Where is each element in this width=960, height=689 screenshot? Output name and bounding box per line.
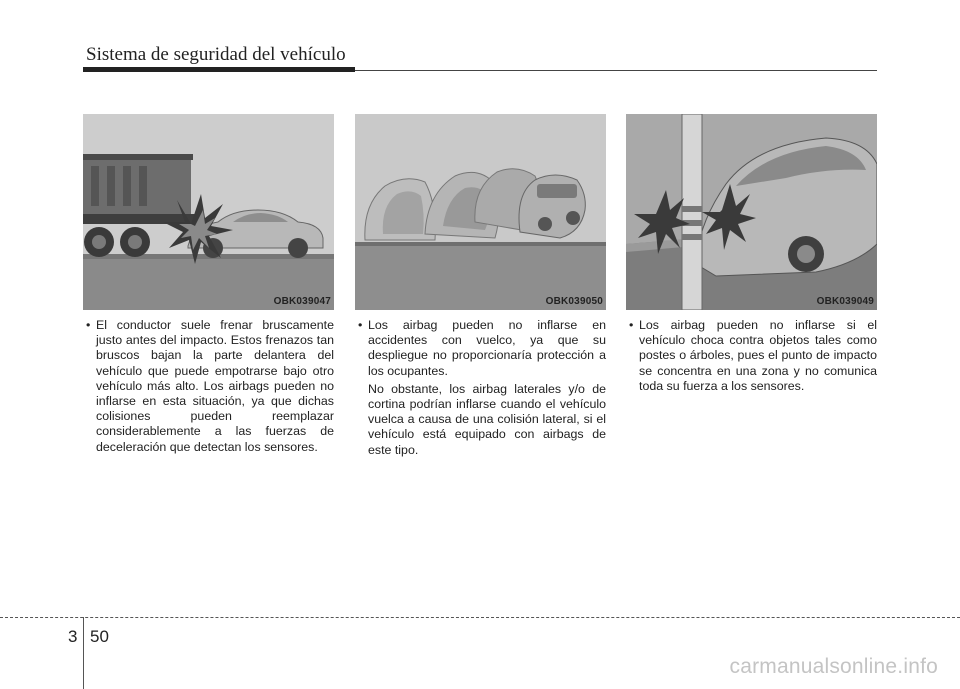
column-underride bbox=[83, 114, 334, 458]
figure-pole bbox=[626, 114, 877, 310]
text-block-underride bbox=[83, 318, 334, 455]
vehicle-rollover-illustration-icon bbox=[355, 114, 606, 310]
bullet-paragraph: • Los airbag pueden no inflarse en accidentes con vuelco, ya que su despliegue no proporcionaría protección a los ocupantes. bbox=[355, 318, 606, 379]
column-rollover bbox=[355, 114, 606, 458]
page-header-title: Sistema de seguridad del vehículo bbox=[86, 44, 346, 65]
header-rule-thin bbox=[355, 70, 877, 71]
figure-rollover bbox=[355, 114, 606, 310]
watermark: carmanualsonline.info bbox=[729, 655, 938, 678]
figure-code-label: OBK039047 bbox=[273, 296, 331, 307]
page-number: 50 bbox=[90, 627, 109, 646]
continuation-paragraph: No obstante, los airbag laterales y/o de cortina podrían inflarse cuando el vehículo vuelca a causa de una colisión lateral, si el vehículo está equipado con airbags de este tipo. bbox=[368, 381, 606, 457]
text-block-pole bbox=[626, 318, 877, 394]
truck-underride-collision-illustration-icon bbox=[83, 114, 334, 310]
bullet-paragraph: • Los airbag pueden no inflarse si el vehículo choca contra objetos tales como postes o árboles, pues el punto de impacto se concentra en una zona y no comunica toda su fuerza a los sensores. bbox=[626, 318, 877, 394]
figure-code-label: OBK039050 bbox=[545, 296, 603, 307]
column-pole bbox=[626, 114, 877, 397]
figure-code-label: OBK039049 bbox=[816, 296, 874, 307]
bullet-paragraph: • El conductor suele frenar bruscamente justo antes del impacto. Estos frenazos tan bruscos bajan la parte delantera del vehículo que puede empotrarse bajo otro vehículo más alto. Los airbags pueden no inflarse en esta situación, ya que dichas colisiones pueden reemplazar considerablemente a las fuerzas de deceleración que detectan los sensores. bbox=[83, 318, 334, 455]
text-block-rollover bbox=[355, 318, 606, 458]
footer-rule bbox=[0, 617, 960, 618]
section-number: 3 bbox=[68, 627, 78, 646]
figure-underride bbox=[83, 114, 334, 310]
footer-vertical-rule bbox=[83, 617, 84, 689]
header-rule-thick bbox=[83, 67, 355, 72]
pole-collision-illustration-icon bbox=[626, 114, 877, 310]
